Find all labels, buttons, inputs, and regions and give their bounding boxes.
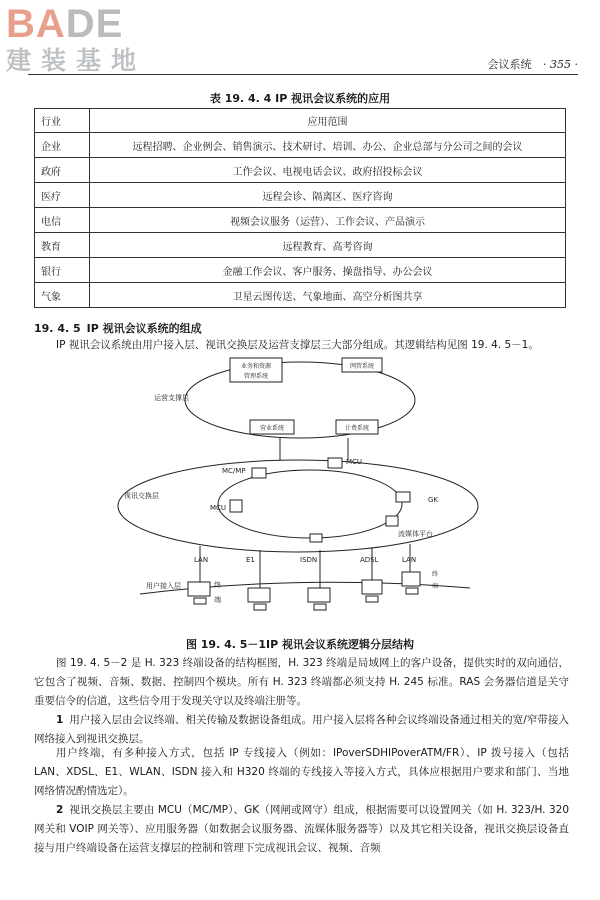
- terminal-icon: [406, 588, 418, 594]
- body-paragraph: [34, 801, 569, 858]
- mcu-top-label: MCU: [346, 458, 363, 466]
- item-number: 2: [56, 804, 64, 816]
- industry-cell: 医疗: [35, 183, 90, 208]
- network-mgmt-label: 网管系统: [349, 363, 375, 370]
- link-label: ADSL: [360, 556, 379, 564]
- table-header-cell: 应用范围: [90, 109, 566, 133]
- terminal-icon: [248, 588, 270, 602]
- table-row: [35, 133, 566, 158]
- industry-cell: 气象: [35, 283, 90, 308]
- terminal-label: 终: [432, 571, 439, 578]
- section-number: 19. 4. 5: [34, 322, 81, 335]
- section-intro: IP 视讯会议系统由用户接入层、视讯交换层及运营支撑层三大部分组成。其逻辑结构见图 19. 4. 5－1。: [56, 339, 539, 351]
- switch-layer-label: 视讯交换层: [124, 492, 159, 500]
- terminal-icon: [366, 596, 378, 602]
- running-head-title: 会议系统: [487, 58, 532, 71]
- gk-label: GK: [428, 496, 439, 504]
- publisher-logo: [6, 4, 176, 76]
- link-label: LAN: [402, 556, 417, 564]
- body-paragraph: 图 19. 4. 5－2 是 H. 323 终端设备的结构框图，H. 323 终端是局域网上的客户设备，提供实时的双向通信，它包含了视频、音频、数据、控制四个模块。所有 H. 323 终端都必须支持 H. 245 标准。RAS 会务器信道是关守重要信令的信道，这些信令用于发现关守以及终端注册等。: [34, 657, 569, 707]
- sales-system-label: 营业系统: [259, 425, 285, 432]
- industry-cell: 银行: [35, 258, 90, 283]
- user-layer-label: 用户接入层: [146, 582, 181, 590]
- section-heading: [34, 320, 202, 336]
- running-head: [488, 56, 578, 72]
- terminal-icon: [254, 604, 266, 610]
- business-box-label: 业务和资源: [240, 363, 272, 370]
- terminal-icon: [314, 604, 326, 610]
- terminal-label: 终: [214, 581, 221, 589]
- table-row: [35, 208, 566, 233]
- table-row: [35, 183, 566, 208]
- item-text: 视讯交换层主要由 MCU（MC/MP）、GK（网闸或网守）组成，根据需要可以设置网关（如 H. 323/H. 320 网关和 VOIP 网关等）、应用服务器（如数据会议服务器、流媒体服务器等）以及其它相关设备，视讯交换层设备直接与用户终端设备在运营支撑层的控制和管理下完成视讯会议、视频、音频: [34, 804, 569, 854]
- item-number: 1: [56, 714, 64, 726]
- ops-layer-ring: [185, 362, 415, 438]
- business-box-label: 管理系统: [243, 373, 269, 380]
- gk-node-icon: [396, 492, 410, 502]
- logo-subtitle: 建装基地: [6, 46, 147, 75]
- scope-cell: 金融工作会议、客户服务、操盘指导、办公会议: [90, 258, 566, 283]
- scope-cell: 视频会议服务（运营）、工作会议、产品演示: [90, 208, 566, 233]
- header-rule: [28, 74, 578, 75]
- scope-cell: 远程会诊、隔离区、医疗咨询: [90, 183, 566, 208]
- terminal-icon: [194, 598, 206, 604]
- figure-caption: 图 19. 4. 5－1IP 视讯会议系统逻辑分层结构: [185, 638, 415, 651]
- table-row: [35, 283, 566, 308]
- mcmp-label: MC/MP: [222, 467, 246, 475]
- logo-wordmark: BADE: [6, 2, 124, 46]
- application-table: [34, 108, 566, 308]
- terminal-label: 端: [432, 583, 439, 590]
- industry-cell: 电信: [35, 208, 90, 233]
- terminal-icon: [362, 580, 382, 594]
- mcu-left-node-icon: [230, 500, 242, 512]
- table-header-cell: 行业: [35, 109, 90, 133]
- billing-system-label: 计费系统: [344, 425, 370, 432]
- ops-layer-label: 运营支撑层: [154, 394, 189, 402]
- industry-cell: 政府: [35, 158, 90, 183]
- mcu-left-label: MCU: [210, 504, 227, 512]
- terminal-icon: [188, 582, 210, 596]
- table-row: [35, 158, 566, 183]
- scope-cell: 远程教育、高考咨询: [90, 233, 566, 258]
- scope-cell: 远程招聘、企业例会、销售演示、技术研讨、培训、办公、企业总部与分公司之间的会议: [90, 133, 566, 158]
- mcmp-node-icon: [252, 468, 266, 478]
- terminal-icon: [308, 588, 330, 602]
- page-number: · 355 ·: [543, 58, 578, 71]
- table-header-row: [35, 109, 566, 133]
- link-label: E1: [246, 556, 255, 564]
- table-row: [35, 233, 566, 258]
- mcu-top-node-icon: [328, 458, 342, 468]
- table-caption: 表 19. 4. 4 IP 视讯会议系统的应用: [209, 92, 391, 105]
- link-label: ISDN: [300, 556, 318, 564]
- link-label: LAN: [194, 556, 209, 564]
- industry-cell: 教育: [35, 233, 90, 258]
- streaming-node-icon: [386, 516, 398, 526]
- switch-inner-ring: [218, 470, 402, 538]
- scope-cell: 工作会议、电视电话会议、政府招投标会议: [90, 158, 566, 183]
- table-row: [35, 258, 566, 283]
- streaming-label: 流媒体平台: [398, 530, 433, 538]
- body-paragraph: 用户终端，有多种接入方式，包括 IP 专线接入（例如：IPoverSDHIPoverATM/FR）、IP 拨号接入（包括 LAN、XDSL、E1、WLAN、ISDN 接入和 H320 终端的专线接入等接入方式，具体应根据用户要求和部门、当地网络情况酌情选定）。: [34, 747, 569, 797]
- terminal-label: 端: [214, 596, 221, 604]
- industry-cell: 企业: [35, 133, 90, 158]
- terminal-icon: [402, 572, 420, 586]
- scope-cell: 卫星云图传送、气象地面、高空分析图共享: [90, 283, 566, 308]
- item-text: 用户接入层由会议终端、相关传输及数据设备组成。用户接入层将各种会议终端设备通过相关的宽/窄带接入网络接入到视讯交换层。: [34, 714, 569, 745]
- layered-architecture-diagram: [110, 352, 490, 634]
- section-title: IP 视讯会议系统的组成: [86, 322, 202, 335]
- bottom-node-icon: [310, 534, 322, 542]
